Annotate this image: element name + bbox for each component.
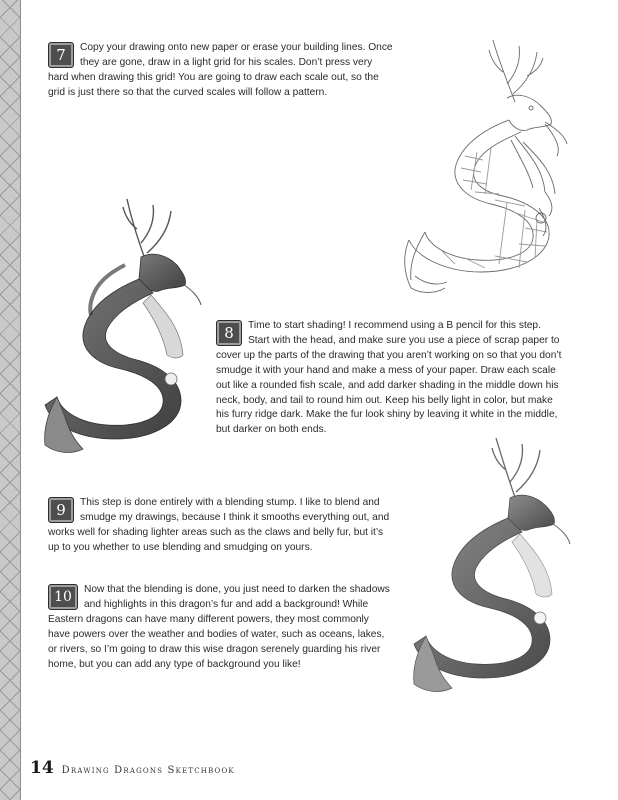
step-9 (48, 496, 393, 556)
dragon-shaded-illustration (35, 195, 220, 480)
dragon-blended-illustration (398, 432, 598, 702)
step-7-text: Copy your drawing onto new paper or erase your building lines. Once they are gone, draw in a light grid for his scales. Don’t press very hard when drawing this grid! You are going to draw each scale out, so the grid is just there so that the curved scales will follow a pattern. (48, 42, 393, 98)
step-8 (216, 319, 562, 438)
page-number: 14 (30, 758, 54, 778)
step-9-badge: 9 (48, 497, 74, 523)
dragon-lineart-illustration (395, 32, 595, 302)
step-9-text: This step is done entirely with a blending stump. I like to blend and smudge my drawings, because I think it smooths everything out, and works well for shading lighter areas such as the claws and belly fur, but it’s up to you whether to use blending and smudging on yours. (48, 497, 390, 553)
step-7 (48, 41, 393, 101)
step-10 (48, 583, 393, 672)
step-8-text: Time to start shading! I recommend using a B pencil for this step. Start with the head, and make sure you use a piece of scrap paper to cover up the parts of the drawing that you aren’t working on so that you don’t smudge it with your hand and make a mess of your paper. Draw each scale out like a rounded fish scale, and add darker shading in the middle down his neck, body, and tail to round him out. Keep his belly light in color, but make his furry ridge dark. Make the fur look shiny by leaving it white in the middle, but darker on both ends. (216, 320, 562, 436)
step-10-text: Now that the blending is done, you just need to darken the shadows and highlights in this dragon’s fur and add a background! While Eastern dragons can have many different powers, they most commonly have powers over the weather and bodies of water, such as oceans, lakes, or rivers, so I’m going to draw this wise dragon serenely guarding his river home, but you can add any type of background you like! (48, 584, 390, 670)
page-footer (30, 758, 235, 778)
decorative-border (0, 0, 21, 800)
step-10-badge: 10 (48, 584, 78, 610)
step-8-badge: 8 (216, 320, 242, 346)
book-title: Drawing Dragons Sketchbook (61, 765, 235, 776)
step-7-badge: 7 (48, 42, 74, 68)
